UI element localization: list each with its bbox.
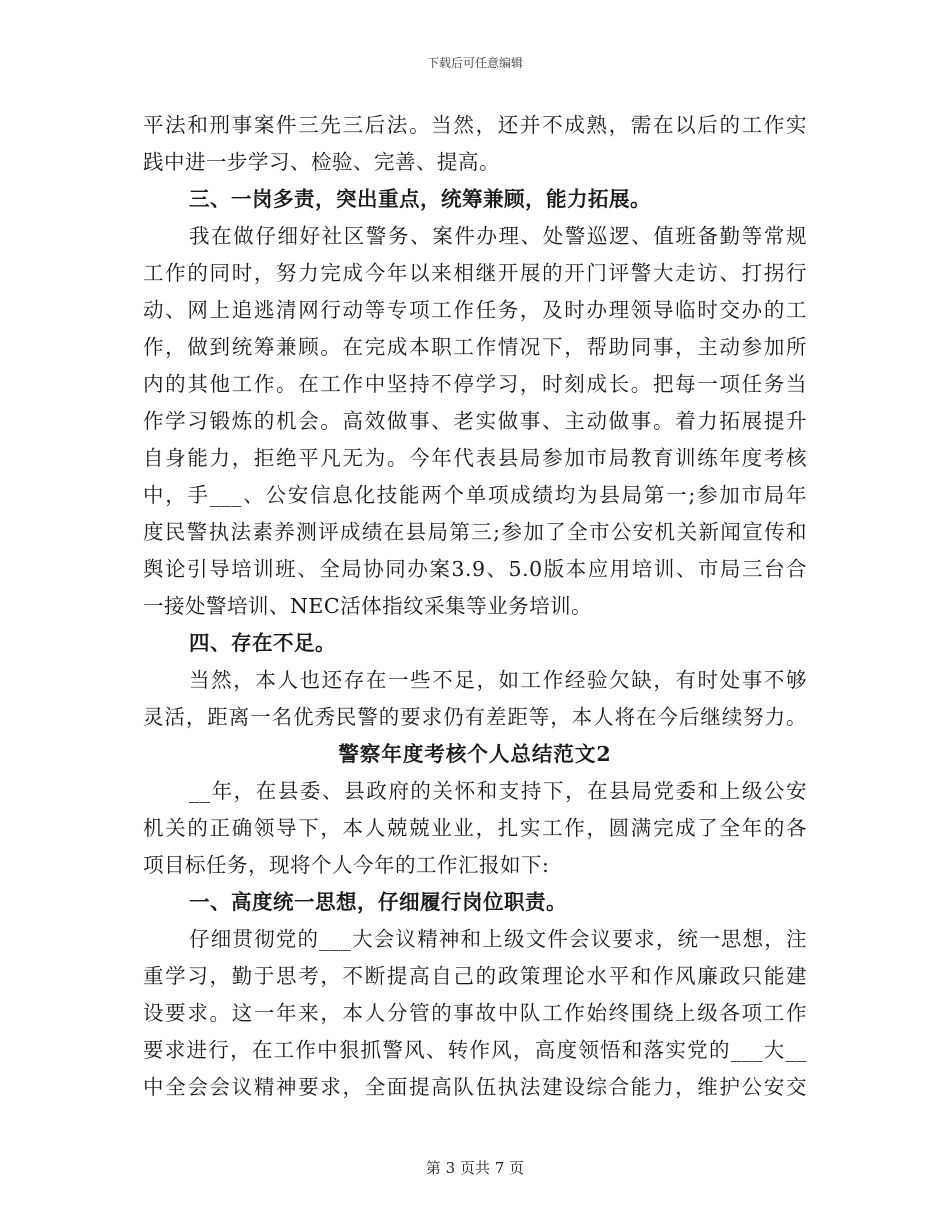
section-heading: 三、一岗多责，突出重点，统筹兼顾，能力拓展。 [189, 187, 651, 211]
body-line: 重学习，勤于思考，不断提高自己的政策理论水平和作风廉政只能建 [143, 964, 807, 988]
body-line: 自身能力，拒绝平凡无为。今年代表县局参加市局教育训练年度考核 [143, 446, 807, 470]
body-line: 工作的同时，努力完成今年以来相继开展的开门评警大走访、打拐行 [143, 261, 807, 285]
body-line: 要求进行，在工作中狠抓警风、转作风，高度领悟和落实党的___大__ [143, 1038, 807, 1062]
body-line: 动、网上追逃清网行动等专项工作任务，及时办理领导临时交办的工 [143, 298, 807, 322]
body-line: 灵活，距离一名优秀民警的要求仍有差距等，本人将在今后继续努力。 [143, 705, 807, 729]
body-line: 仔细贯彻党的___大会议精神和上级文件会议要求，统一思想，注 [189, 927, 807, 951]
body-line: 我在做仔细好社区警务、案件办理、处警巡逻、值班备勤等常规 [189, 224, 807, 248]
body-line: 中全会会议精神要求，全面提高队伍执法建设综合能力，维护公安交 [143, 1075, 807, 1099]
section-heading: 一、高度统一思想，仔细履行岗位职责。 [189, 890, 567, 914]
body-line: 机关的正确领导下，本人兢兢业业，扎实工作，圆满完成了全年的各 [143, 816, 807, 840]
body-line: 度民警执法素养测评成绩在县局第三;参加了全市公安机关新闻宣传和 [143, 520, 807, 544]
body-line: 中，手___、公安信息化技能两个单项成绩均为县局第一;参加市局年 [143, 483, 807, 507]
section-heading: 四、存在不足。 [189, 631, 336, 655]
body-line: 践中进一步学习、检验、完善、提高。 [143, 150, 500, 174]
document-title: 警察年度考核个人总结范文2 [338, 742, 612, 766]
body-line: 舆论引导培训班、全局协同办案3.9、5.0版本应用培训、市局三台合 [143, 557, 807, 581]
body-line: 平法和刑事案件三先三后法。当然，还并不成熟，需在以后的工作实 [143, 113, 807, 137]
document-body [143, 107, 807, 1106]
body-line: __年，在县委、县政府的关怀和支持下，在县局党委和上级公安 [189, 779, 807, 803]
body-line: 当然，本人也还存在一些不足，如工作经验欠缺，有时处事不够 [189, 668, 807, 692]
body-line: 项目标任务，现将个人今年的工作汇报如下: [143, 853, 550, 877]
body-line: 内的其他工作。在工作中坚持不停学习，时刻成长。把每一项任务当 [143, 372, 807, 396]
page-number: 第 3 页共 7 页 [425, 1159, 525, 1177]
body-line: 作学习锻炼的机会。高效做事、老实做事、主动做事。着力拓展提升 [143, 409, 807, 433]
header-note: 下载后可任意编辑 [426, 56, 523, 70]
body-line: 设要求。这一年来，本人分管的事故中队工作始终围绕上级各项工作 [143, 1001, 807, 1025]
body-line: 作，做到统筹兼顾。在完成本职工作情况下，帮助同事，主动参加所 [143, 335, 807, 359]
body-line: 一接处警培训、NEC活体指纹采集等业务培训。 [143, 594, 593, 618]
